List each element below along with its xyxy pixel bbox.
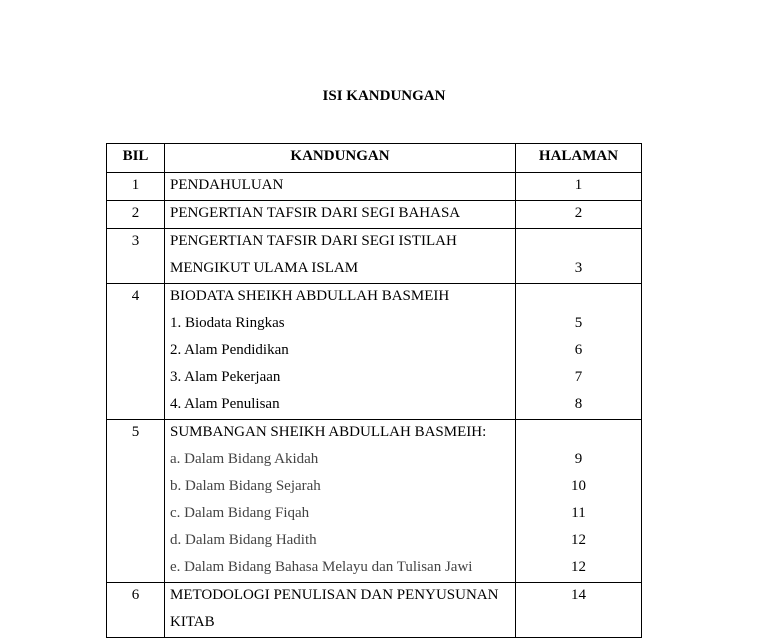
content-entry: b. Dalam Bidang Sejarah — [170, 478, 321, 494]
content-entry: BIODATA SHEIKH ABDULLAH BASMEIH — [170, 288, 450, 304]
cell-kandungan — [165, 201, 516, 229]
row-number: 1 — [131, 177, 140, 193]
cell-kandungan — [165, 284, 516, 420]
table-of-contents — [106, 143, 642, 638]
page-number: 12 — [571, 532, 586, 548]
content-entry: METODOLOGI PENULISAN DAN PENYUSUNAN — [170, 587, 499, 603]
cell-kandungan — [165, 583, 516, 638]
content-entry: PENGERTIAN TAFSIR DARI SEGI ISTILAH — [170, 233, 457, 249]
header-kandungan: KANDUNGAN — [165, 144, 516, 173]
table-row — [107, 229, 642, 284]
content-entry: SUMBANGAN SHEIKH ABDULLAH BASMEIH: — [170, 424, 487, 440]
row-number: 2 — [131, 205, 140, 221]
cell-halaman — [516, 420, 642, 583]
row-number: 5 — [131, 424, 140, 440]
cell-halaman — [516, 284, 642, 420]
page-number: 5 — [574, 315, 583, 331]
page-number — [516, 420, 641, 447]
content-entry: d. Dalam Bidang Hadith — [170, 532, 317, 548]
cell-halaman — [516, 583, 642, 638]
cell-bil — [107, 284, 165, 420]
cell-bil — [107, 201, 165, 229]
cell-halaman — [516, 201, 642, 229]
cell-halaman — [516, 229, 642, 284]
content-entry: 1. Biodata Ringkas — [170, 315, 285, 331]
page-number: 9 — [574, 451, 583, 467]
row-number: 4 — [131, 288, 140, 304]
content-entry: c. Dalam Bidang Fiqah — [170, 505, 310, 521]
content-entry: MENGIKUT ULAMA ISLAM — [170, 260, 359, 276]
cell-kandungan — [165, 229, 516, 284]
page-number: 12 — [571, 559, 586, 575]
cell-bil — [107, 420, 165, 583]
page-number: 11 — [571, 505, 586, 521]
page-number: 8 — [574, 396, 583, 412]
content-entry: 3. Alam Pekerjaan — [170, 369, 281, 385]
table-row — [107, 284, 642, 420]
content-entry: 2. Alam Pendidikan — [170, 342, 289, 358]
cell-bil — [107, 229, 165, 284]
row-number: 3 — [131, 233, 140, 249]
content-entry: a. Dalam Bidang Akidah — [170, 451, 319, 467]
content-entry: PENDAHULUAN — [170, 177, 284, 193]
page-number: 10 — [571, 478, 586, 494]
cell-bil — [107, 583, 165, 638]
cell-bil — [107, 173, 165, 201]
page-number: 2 — [574, 205, 583, 221]
page-number: 1 — [574, 177, 583, 193]
content-entry: e. Dalam Bidang Bahasa Melayu dan Tulisan Jawi — [170, 559, 473, 575]
row-number: 6 — [131, 587, 140, 603]
page-number — [516, 610, 641, 637]
cell-kandungan — [165, 173, 516, 201]
table-body — [107, 173, 642, 638]
page-number: 7 — [574, 369, 583, 385]
page-number: 14 — [571, 587, 586, 603]
page-number: 6 — [574, 342, 583, 358]
page-number: 3 — [574, 260, 583, 276]
table-header-row — [107, 144, 642, 173]
document-title: ISI KANDUNGAN — [322, 88, 446, 104]
content-entry: KITAB — [170, 614, 215, 630]
table-row — [107, 583, 642, 638]
cell-kandungan — [165, 420, 516, 583]
cell-halaman — [516, 173, 642, 201]
header-halaman: HALAMAN — [516, 144, 642, 173]
page-number — [516, 284, 641, 311]
page-number — [516, 229, 641, 256]
table-row — [107, 420, 642, 583]
header-bil: BIL — [107, 144, 165, 173]
table-row — [107, 201, 642, 229]
content-entry: PENGERTIAN TAFSIR DARI SEGI BAHASA — [170, 205, 461, 221]
table-row — [107, 173, 642, 201]
content-entry: 4. Alam Penulisan — [170, 396, 280, 412]
